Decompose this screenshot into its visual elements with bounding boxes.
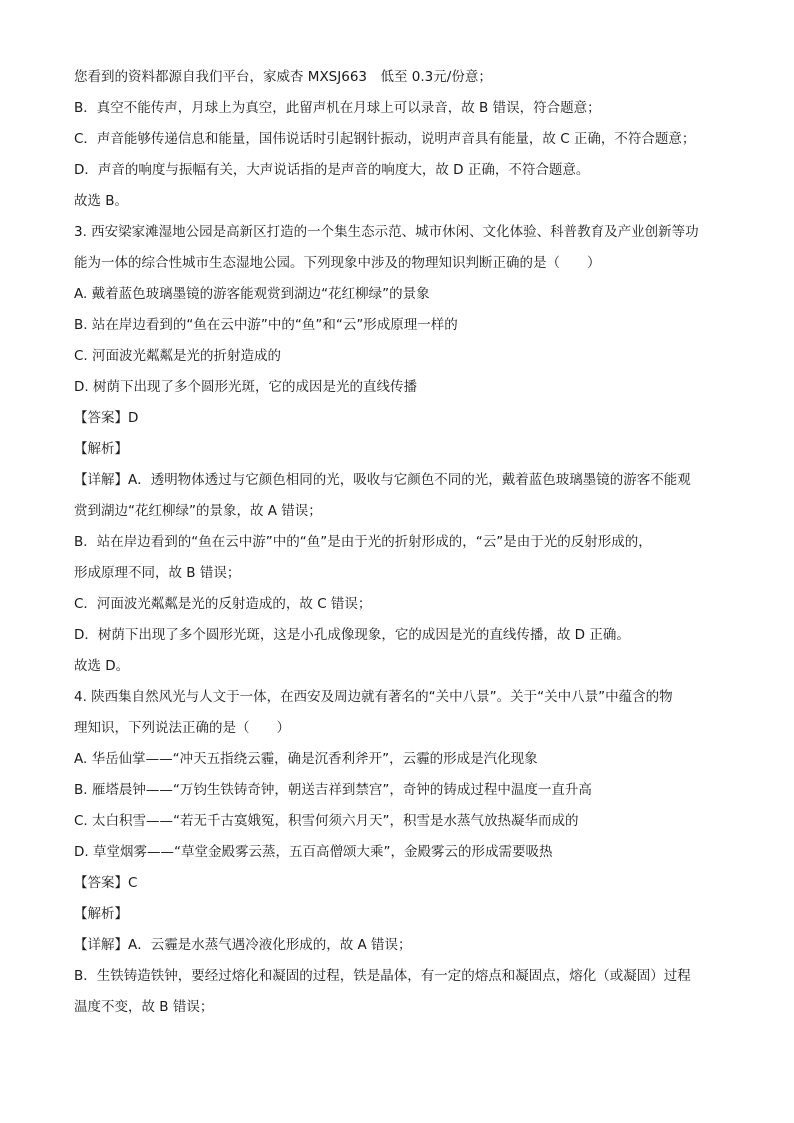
option-b: B. 站在岸边看到的“鱼在云中游”中的“鱼”和“云”形成原理一样的 bbox=[74, 317, 458, 333]
answer-label: 【答案】D bbox=[74, 410, 139, 426]
detail-line: 温度不变，故 B 错误； bbox=[74, 999, 214, 1015]
question-3-stem-cont: 能为一体的综合性城市生态湿地公园。下列现象中涉及的物理知识判断正确的是（ ） bbox=[74, 255, 601, 271]
detail-line: B．站在岸边看到的“鱼在云中游”中的“鱼”是由于光的折射形成的，“云”是由于光的反射形成的， bbox=[74, 534, 652, 550]
option-b: B. 雁塔晨钟——“万钧生铁铸奇钟，朝送吉祥到禁宫”，奇钟的铸成过程中温度一直升高 bbox=[74, 782, 592, 798]
detail-line: 【详解】A．云霾是水蒸气遇冷液化形成的，故 A 错误； bbox=[74, 937, 412, 953]
detail-line: D．树荫下出现了多个圆形光斑，这是小孔成像现象，它的成因是光的直线传播，故 D 正确。 bbox=[74, 627, 630, 643]
option-d: D. 树荫下出现了多个圆形光斑，它的成因是光的直线传播 bbox=[74, 379, 417, 395]
detail-line: 赏到湖边“花红柳绿”的景象，故 A 错误； bbox=[74, 503, 322, 519]
option-d: D. 草堂烟雾——“草堂金殿雾云蒸，五百高僧颂大乘”，金殿雾云的形成需要吸热 bbox=[74, 844, 553, 860]
text-line: B．真空不能传声，月球上为真空，此留声机在月球上可以录音，故 B 错误，符合题意； bbox=[74, 100, 601, 116]
answer-label: 【答案】C bbox=[74, 875, 138, 891]
text-line: 故选 D。 bbox=[74, 658, 130, 674]
option-a: A. 华岳仙掌——“冲天五指绕云霾，确是沉香利斧开”，云霾的形成是汽化现象 bbox=[74, 751, 538, 767]
text-line: 故选 B。 bbox=[74, 193, 129, 209]
text-line: 您看到的资料都源自我们平台，家威杏 MXSJ663 低至 0.3元/份意； bbox=[74, 69, 492, 85]
detail-line: 【详解】A．透明物体透过与它颜色相同的光，吸收与它颜色不同的光，戴着蓝色玻璃墨镜的游客不能观 bbox=[74, 472, 691, 488]
document-body bbox=[74, 62, 724, 1023]
question-4-stem-cont: 理知识，下列说法正确的是（ ） bbox=[74, 720, 290, 736]
option-a: A. 戴着蓝色玻璃墨镜的游客能观赏到湖边“花红柳绿”的景象 bbox=[74, 286, 430, 302]
text-line: C．声音能够传递信息和能量，国伟说话时引起钢针振动，说明声音具有能量，故 C 正确，不符合题意； bbox=[74, 131, 696, 147]
analysis-label: 【解析】 bbox=[74, 906, 128, 922]
option-c: C. 河面波光粼粼是光的折射造成的 bbox=[74, 348, 282, 364]
detail-line: C．河面波光粼粼是光的反射造成的，故 C 错误； bbox=[74, 596, 372, 612]
detail-line: B．生铁铸造铁钟，要经过熔化和凝固的过程，铁是晶体，有一定的熔点和凝固点，熔化（或凝固）过程 bbox=[74, 968, 691, 984]
detail-line: 形成原理不同，故 B 错误； bbox=[74, 565, 241, 581]
question-4-stem: 4. 陕西集自然风光与人文于一体，在西安及周边就有著名的“关中八景”。关于“关中八景”中蕴含的物 bbox=[74, 689, 673, 705]
text-line: D．声音的响度与振幅有关，大声说话指的是声音的响度大，故 D 正确，不符合题意。 bbox=[74, 162, 590, 178]
analysis-label: 【解析】 bbox=[74, 441, 128, 457]
option-c: C. 太白积雪——“若无千古寞娥冤，积雪何须六月天”，积雪是水蒸气放热凝华而成的 bbox=[74, 813, 579, 829]
question-3-stem: 3. 西安梁家滩湿地公园是高新区打造的一个集生态示范、城市休闲、文化体验、科普教育及产业创新等功 bbox=[74, 224, 699, 240]
